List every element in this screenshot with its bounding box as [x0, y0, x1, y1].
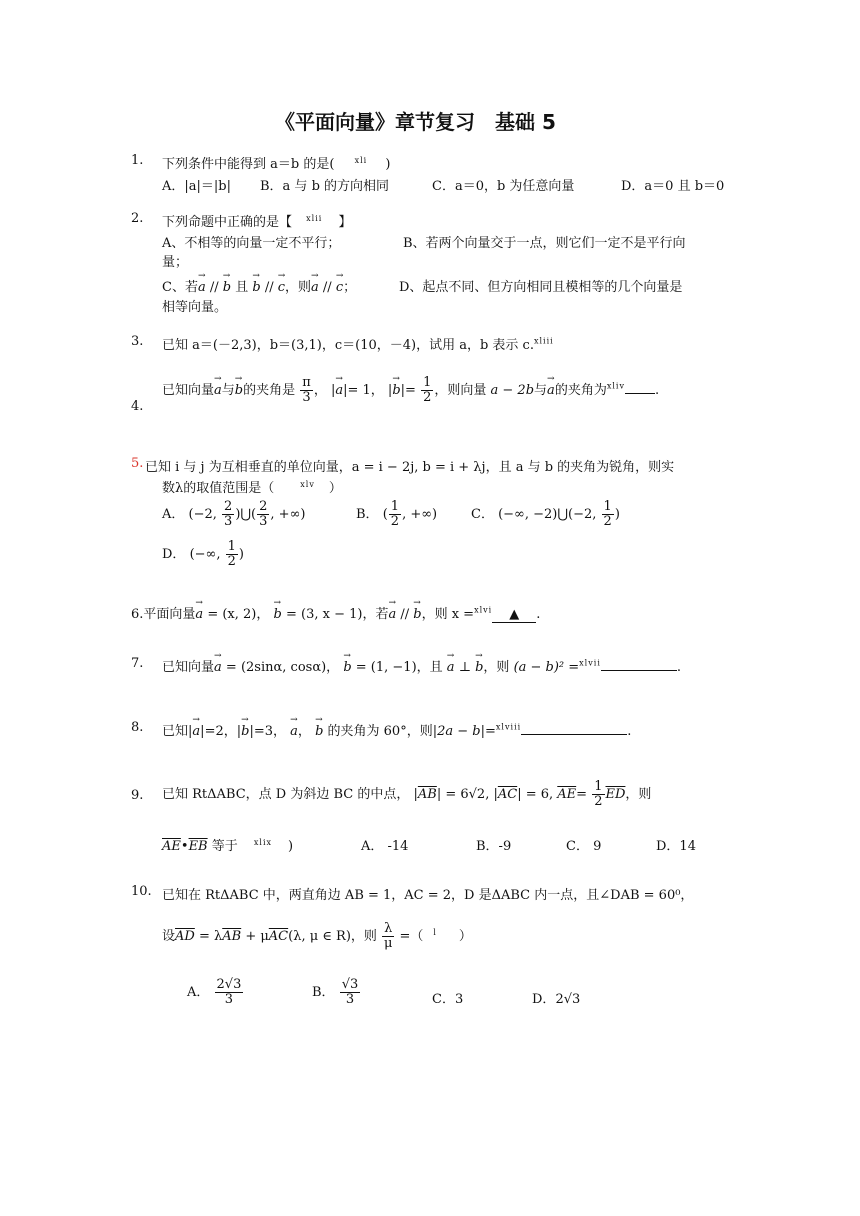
vector-a: → a	[195, 607, 203, 622]
vector-AB: $\overline{AB}$	[417, 787, 437, 802]
vector-a-def: = (x, 2)，	[207, 607, 270, 622]
option-a: A． (−2, $\frac{2}{3}$ )⋃( $\frac{2}{3}$ , +∞)	[162, 499, 306, 529]
option-label: A．	[187, 985, 210, 1000]
question-stem: 已知向量→ a与→ b的夹角是 $\frac{\pi}{3}$ ， |→ a|= 1， |→ b|= $\frac{1}{2}$ ，则向量 a − 2b与→ a的夹角为$^{xliv}$ .	[162, 376, 659, 405]
option-label: B．	[312, 985, 335, 1000]
question-number: 1.	[131, 153, 144, 168]
semicolon: ；	[343, 280, 357, 295]
bracket-close: 】	[338, 215, 352, 230]
then-text: ，则	[625, 787, 652, 802]
vector-AC: $\overline{AC}$	[268, 929, 289, 944]
angle-text: 的夹角为 60°，则	[327, 724, 433, 739]
vector-AD: $\overline{AD}$	[175, 929, 195, 944]
mod-a-value: =2，	[204, 724, 237, 739]
option-c: C．3	[432, 992, 464, 1007]
vector-b: → b	[343, 660, 351, 675]
mod-a-value: = 1	[347, 383, 371, 398]
question-stem-line2: 设$\overline{AD} = \lambda\overline{AB} + \mu\overline{AC}(\lambda$, μ ∈ R)，则 $\frac{\lambda}{\mu}$ =（ $^l$ ）	[162, 921, 472, 951]
vector-b: → b	[274, 607, 282, 622]
option-label: D．	[162, 547, 186, 562]
fraction-one-half: $\frac{1}{2}$	[594, 779, 603, 809]
option-b-cont: 量；	[162, 255, 189, 270]
endnote-ref: l	[433, 927, 437, 937]
question-stem	[162, 656, 681, 675]
vector-a: → a	[547, 383, 555, 398]
paren-close: ）	[458, 929, 472, 944]
vector-AB: $\overline{AB}$	[222, 929, 242, 944]
answer-blank: ▲	[492, 607, 536, 623]
fraction-lambda-over-mu: $\frac{\lambda}{\mu}$	[383, 921, 393, 951]
stem-text: 数λ的取值范围是（	[162, 481, 275, 496]
perp-symbol: ⊥	[458, 660, 471, 675]
angle-text: 的夹角是	[243, 383, 296, 398]
question-stem	[162, 211, 352, 230]
option-label: B．	[356, 507, 379, 522]
stem-text-tail: ，则 x =	[421, 607, 475, 622]
vector-a: → a	[311, 280, 319, 295]
endnote-ref: xliv	[606, 381, 625, 391]
option-d: D．14	[656, 839, 696, 854]
question-number: 7.	[131, 656, 144, 671]
question-stem-line1: 已知 RtΔABC，点 D 为斜边 BC 的中点， $|\overline{AB}| = 6√2$, $|\overline{AC}| = 6$, $\overline{AE}=$ $\frac{1}{2}$ $\overline{ED}$，则	[162, 779, 652, 809]
option-a: A． $\frac{2√3}{3}$	[187, 977, 242, 1007]
endnote-ref: xlvii	[579, 658, 601, 668]
option-label: C．	[471, 507, 494, 522]
vector-b: → b	[413, 607, 421, 622]
option-b: B． $\frac{√3}{3}$	[312, 977, 359, 1007]
option-a: A． -14	[361, 839, 409, 854]
endnote-ref: xlv	[300, 479, 315, 489]
mod-b-value: =3，	[253, 724, 287, 739]
endnote-ref: xliii	[533, 336, 554, 346]
mod-b-eq: =	[405, 383, 416, 398]
period: .	[654, 383, 660, 398]
answer-blank	[601, 670, 677, 671]
conj-with: 与	[221, 383, 235, 398]
stem-text: 已知向量	[162, 383, 215, 398]
option-b: B．-9	[476, 839, 512, 854]
equals: =	[576, 787, 588, 802]
equals: =	[485, 724, 496, 739]
stem-text-mid: (λ, μ ∈ R)，则	[288, 929, 377, 944]
stem-text: 平面向量	[143, 607, 196, 622]
option-c-prefix: C、若	[162, 280, 198, 295]
stem-text: 设	[162, 929, 176, 944]
conj-and: 且	[235, 280, 249, 295]
option-label: A．	[162, 507, 185, 522]
expression: 2a − b	[437, 724, 481, 739]
option-d	[532, 988, 580, 1007]
option-b: B、若两个向量交于一点，则它们一定不是平行向	[403, 236, 686, 251]
answer-blank	[625, 393, 655, 394]
vector-a-def: = (2sinα, cosα)，	[225, 660, 340, 675]
option-label: D．	[532, 992, 556, 1007]
question-stem: 6.平面向量→ a = (x, 2)， → b = (3, x − 1)，若→ a // → b，则 x =$^{xlvi}$ ▲ .	[131, 603, 540, 623]
stem-text: 下列命题中正确的是【	[162, 215, 293, 230]
question-stem: 已知|→ a|=2，|→ b|=3， → a， → b 的夹角为 60°，则|2a − b|=$^{xlviii}$ .	[162, 720, 631, 739]
vector-b: → b	[315, 724, 323, 739]
vector-b: → b	[235, 383, 243, 398]
page-title: 《平面向量》章节复习 基础 5	[275, 110, 556, 134]
question-stem	[162, 153, 390, 172]
vector-a: → a	[447, 660, 455, 675]
vector-a: → a	[214, 383, 222, 398]
period: .	[536, 607, 541, 622]
vector-a: → a	[335, 383, 343, 398]
option-b: B． ( $\frac{1}{2}$ , +∞)	[356, 499, 438, 529]
vector-b: → b	[252, 280, 260, 295]
vector-b-def: = (3, x − 1)，若	[285, 607, 389, 622]
vector-b: → b	[223, 280, 231, 295]
question-number: 2.	[131, 211, 144, 226]
endnote-ref: xlvi	[474, 605, 493, 615]
expression: (a − b)² =	[513, 660, 580, 675]
vector-b-def: = (1, −1)，且	[355, 660, 443, 675]
then-text: ，则向量	[434, 383, 487, 398]
vector-b: → b	[241, 724, 249, 739]
option-d-cont: 相等向量。	[162, 300, 228, 315]
vector-AE: $\overline{AE}$	[162, 839, 181, 854]
endnote-ref: xlviii	[495, 722, 522, 732]
vector-c: → c	[336, 280, 343, 295]
stem-text: 已知 a＝(－2,3)，b＝(3,1)，c＝(10，－4)，试用 a，b 表示 c.	[162, 338, 534, 353]
paren-close: ）	[328, 481, 342, 496]
vector-EB: $\overline{EB}$	[188, 839, 208, 854]
option-d: D、起点不同、但方向相同且模相等的几个向量是	[399, 280, 683, 295]
question-stem-line2	[162, 477, 342, 496]
question-number: 5.	[131, 456, 144, 471]
option-c: C、若→ a // → b 且 → b // → c，则→ a // → c；	[162, 276, 356, 295]
stem-text: 已知向量	[162, 660, 215, 675]
fraction-one-half: $\frac{1}{2}$	[423, 375, 432, 405]
mod-ab-ac: | = 6√2, |	[436, 787, 498, 802]
question-number: 6.	[131, 607, 144, 622]
question-number: 3.	[131, 334, 144, 349]
vector-ED: $\overline{ED}$	[605, 787, 626, 802]
mod-ac: | = 6,	[517, 787, 554, 802]
tail-text: 的夹角为	[554, 383, 607, 398]
vector-b: → b	[475, 660, 483, 675]
question-stem	[162, 334, 554, 353]
question-number: 9.	[131, 788, 144, 803]
vector-a: → a	[388, 607, 396, 622]
endnote-ref: xli	[354, 155, 368, 165]
vector-a: → a	[192, 724, 200, 739]
vector-a: → a	[214, 660, 222, 675]
endnote-ref: xlii	[306, 213, 323, 223]
paren-close: )	[288, 839, 294, 854]
option-d: D． (−∞, $\frac{1}{2}$ )	[162, 539, 244, 569]
vector-AC: $\overline{AC}$	[497, 787, 518, 802]
paren-close: )	[385, 157, 391, 172]
stem-text: 已知	[162, 724, 189, 739]
option-b: B．a 与 b 的方向相同	[260, 179, 390, 194]
then-text: ，则	[483, 660, 510, 675]
option-c: C．a＝0，b 为任意向量	[432, 179, 575, 194]
option-d: D．a＝0 且 b＝0	[621, 179, 725, 194]
conj-with: 与	[534, 383, 548, 398]
vector-a: → a	[198, 280, 206, 295]
option-a: A．|a|＝|b|	[162, 179, 231, 194]
vector-expression: a − 2b	[490, 383, 535, 398]
question-stem-line1: 已知在 RtΔABC 中，两直角边 AB = 1，AC = 2，D 是ΔABC 内一点，且∠DAB = 60⁰，	[162, 888, 694, 903]
option-c: C． 9	[566, 839, 602, 854]
question-stem-line1: 已知 i 与 j 为互相垂直的单位向量，a = i − 2j, b = i + λj，且 a 与 b 的夹角为锐角，则实	[145, 460, 675, 475]
stem-text: 下列条件中能得到 a＝b 的是(	[162, 157, 335, 172]
period: .	[676, 660, 682, 675]
answer-blank	[521, 734, 627, 735]
question-stem-line2: $\overline{AE}•\overline{EB}$ 等于 $^{xlix}$ )	[162, 837, 294, 854]
vector-c: → c	[278, 280, 285, 295]
option-a: A、不相等的向量一定不平行；	[162, 236, 341, 251]
stem-text: 已知 RtΔABC，点 D 为斜边 BC 的中点，	[162, 787, 410, 802]
stem-text: 等于	[211, 839, 238, 854]
vector-a: → a	[290, 724, 298, 739]
conj-then: ，则	[285, 280, 312, 295]
equals-paren: =（	[399, 929, 424, 944]
option-c: C． (−∞, −2)⋃(−2, $\frac{1}{2}$ )	[471, 499, 620, 529]
vector-b: → b	[392, 383, 400, 398]
period: .	[627, 724, 632, 739]
question-number: 4.	[131, 399, 144, 414]
option-value: 2√3	[555, 992, 581, 1007]
fraction-pi-over-3: $\frac{\pi}{3}$	[302, 375, 311, 405]
vector-AE: $\overline{AE}$	[557, 787, 577, 802]
question-number: 8.	[131, 720, 144, 735]
endnote-ref: xlix	[253, 837, 273, 847]
question-number: 10.	[131, 884, 152, 899]
